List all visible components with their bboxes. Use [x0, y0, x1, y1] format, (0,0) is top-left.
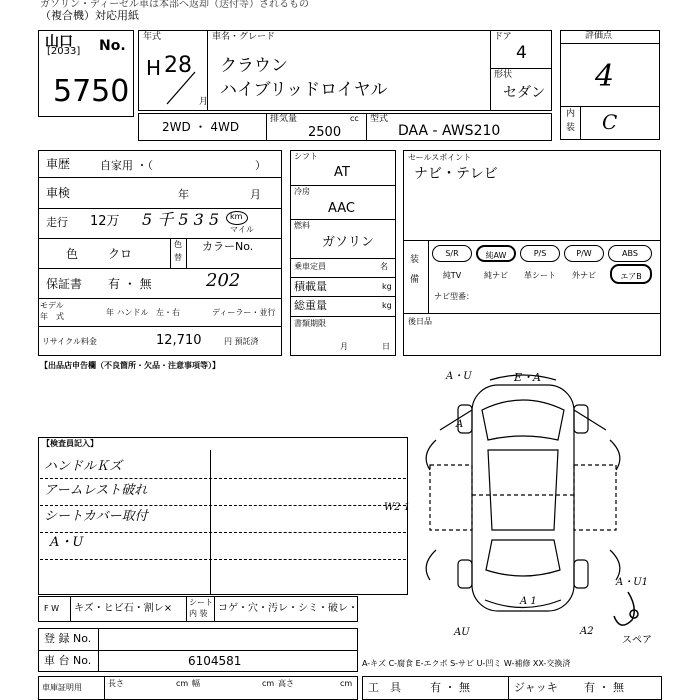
score-value: 4	[595, 59, 615, 94]
model-row-handle-value: 左・右	[156, 308, 180, 317]
interior-value: C	[602, 110, 618, 134]
load-label: 積載量	[294, 280, 327, 293]
damage-legend: A-キズ C-腐食 E-エクボ S-サビ U-凹ミ W-補修 XX-交換済	[362, 659, 571, 668]
equip-sr: S/R	[432, 245, 472, 262]
fuel-label: 燃料	[294, 221, 310, 230]
year-slash-mark	[155, 68, 205, 108]
fw-seat-label-2: 内 装	[189, 609, 208, 618]
history-value: 自家用 ・（	[100, 159, 153, 172]
lot-no-label: No.	[99, 38, 126, 54]
equip-power-steering: P/S	[520, 245, 560, 262]
interior-label-1: 内	[566, 109, 576, 119]
model-label: 車名・グレード	[212, 32, 276, 42]
weight-label: 総重量	[294, 299, 327, 312]
doc-expiry-month: 月	[340, 342, 348, 351]
lot-region: 山口	[45, 34, 73, 50]
equipment-label-1: 装	[410, 255, 420, 265]
doc-expiry-day: 日	[382, 342, 390, 351]
color-change-label-2: 替	[174, 253, 182, 262]
displacement-unit: cc	[350, 114, 359, 123]
inspector-note-3: シートカバー取付	[44, 509, 148, 524]
year-label: 年式	[143, 32, 162, 42]
model-name: クラウン	[220, 56, 288, 76]
header-top-text: ガソリン・ディーゼル車は本部へ返却（送付等）されるもの	[40, 0, 309, 10]
displacement-label: 排気量	[270, 114, 298, 124]
spare-label: スペア	[622, 635, 652, 646]
equip-abs: ABS	[608, 245, 652, 262]
garage-width-cm: cm	[262, 679, 275, 688]
model-row-label-1: モデル	[40, 301, 64, 310]
color-label: 色	[66, 247, 79, 261]
registration-label: 登 録 No.	[44, 632, 92, 645]
color-no-label: カラーNo.	[202, 240, 254, 253]
exhibitor-notes-label: 【出品店申告欄（不良箇所・欠品・注意事項等）】	[40, 361, 220, 370]
inspection-month: 月	[250, 188, 261, 201]
equip-genuine-navi: 純ナビ	[476, 266, 516, 283]
mileage-label: 走行	[46, 216, 68, 229]
diagram-label-a2: A2	[580, 626, 594, 637]
history-close: ）	[255, 159, 266, 172]
fuel-value: ガソリン	[322, 235, 375, 250]
model-row-label-2: 年 式	[40, 312, 64, 321]
color-no-value: 202	[206, 270, 241, 291]
warranty-label: 保証書	[46, 277, 83, 291]
mileage-value: 5 千 5 3 5	[142, 210, 220, 229]
inspection-year: 年	[178, 188, 189, 201]
shift-label: シフト	[294, 152, 318, 161]
jack-label: ジャッキ	[514, 681, 558, 694]
diagram-label-a1: A 1	[520, 596, 537, 607]
score-label: 評価点	[585, 31, 613, 41]
recycle-label: リサイクル料金	[42, 337, 97, 346]
doors-label: ドア	[494, 32, 512, 42]
sales-point-label: セールスポイント	[408, 153, 472, 162]
mileage-km: km	[230, 212, 243, 221]
history-label: 車歴	[46, 157, 71, 171]
model-code-label: 型式	[370, 114, 389, 124]
diagram-label-ea: E・A	[514, 371, 541, 384]
doors-value: 4	[516, 43, 527, 63]
ac-label: 冷房	[294, 187, 310, 196]
inspector-note-1: ハンドルＫズ	[44, 459, 123, 474]
model-code-value: DAA - AWS210	[398, 123, 501, 139]
fw-label: F W	[44, 604, 60, 613]
fw-seat-label-1: シート	[189, 598, 213, 607]
capacity-unit: 名	[380, 262, 388, 271]
equip-alloy-wheels: 純AW	[476, 245, 516, 262]
model-row-dealer: ディーラー・並行	[212, 308, 276, 317]
mileage-man: 12万	[90, 214, 120, 229]
doc-expiry-label: 書類期限	[294, 319, 326, 328]
shift-value: AT	[334, 165, 350, 180]
diagram-label-au1: A・U1	[616, 577, 649, 588]
mileage-mile: マイル	[230, 225, 254, 234]
garage-width: 幅	[192, 679, 200, 688]
warranty-value: 有 ・ 無	[108, 277, 152, 291]
recycle-value: 12,710	[156, 333, 202, 348]
equip-leather-seat: 革シート	[520, 266, 560, 283]
inspector-note-2: アームレスト破れ	[44, 483, 148, 498]
color-change-label-1: 色	[174, 240, 182, 249]
garage-label: 車庫証明用	[42, 683, 82, 692]
ac-value: AAC	[328, 201, 355, 216]
tools-value: 有 ・ 無	[430, 681, 470, 694]
displacement-value: 2500	[308, 125, 342, 140]
garage-length-cm: cm	[176, 679, 189, 688]
retrofit-label: 後日品	[408, 317, 432, 326]
sales-point-value: ナビ・テレビ	[414, 166, 498, 182]
model-grade: ハイブリッドロイヤル	[220, 80, 388, 100]
equip-genuine-tv: 純TV	[432, 266, 472, 283]
tools-label: 工 具	[368, 681, 401, 694]
model-row-handle: 年 ハンドル	[106, 308, 149, 317]
weight-unit: kg	[382, 301, 392, 310]
year-value: 28	[164, 53, 192, 78]
body-type-label: 形状	[494, 70, 513, 80]
jack-value: 有 ・ 無	[584, 681, 624, 694]
equip-aftermarket-navi: 外ナビ	[564, 266, 604, 283]
load-unit: kg	[382, 282, 392, 291]
header-subtitle: （複合機）対応用紙	[40, 9, 139, 22]
chassis-value: 6104581	[188, 654, 242, 668]
inspector-note-4: A・U	[50, 535, 84, 550]
equip-power-windows: P/W	[564, 245, 604, 262]
car-damage-diagram	[400, 370, 690, 650]
lot-box	[38, 30, 134, 117]
lot-number: 5750	[53, 74, 130, 109]
capacity-label: 乗車定員	[294, 262, 326, 271]
garage-height: 高さ	[278, 679, 294, 688]
inspector-label: 【検査員記入】	[42, 439, 98, 448]
diagram-label-au-bottom: AU	[454, 627, 470, 638]
equip-navi-model: ナビ型番：	[434, 292, 474, 301]
inspection-label: 車検	[46, 186, 71, 200]
body-type-value: セダン	[503, 85, 546, 101]
equipment-label-2: 備	[410, 275, 420, 285]
recycle-unit: 円 預託済	[224, 337, 259, 346]
diagram-label-au-top: A・U	[446, 371, 472, 382]
year-era: H	[146, 56, 162, 80]
color-value: クロ	[108, 247, 133, 261]
diagram-label-a: A	[456, 419, 464, 430]
fw-scratch-options: キズ・ヒビ石・割レ×	[74, 603, 173, 614]
chassis-label: 車 台 No.	[44, 654, 92, 667]
interior-label-2: 装	[566, 123, 576, 133]
equip-airbag: エアB	[610, 264, 652, 284]
fw-seat-notes: コゲ・穴・汚レ・シミ・破レ・	[218, 603, 358, 614]
garage-length: 長さ	[108, 679, 124, 688]
garage-height-cm: cm	[340, 679, 353, 688]
lot-code: [2033]	[47, 46, 81, 57]
drive-value: 2WD ・ 4WD	[162, 120, 240, 134]
diagram-label-w2: W2 1	[384, 502, 411, 513]
year-month-label: 月	[199, 97, 209, 107]
